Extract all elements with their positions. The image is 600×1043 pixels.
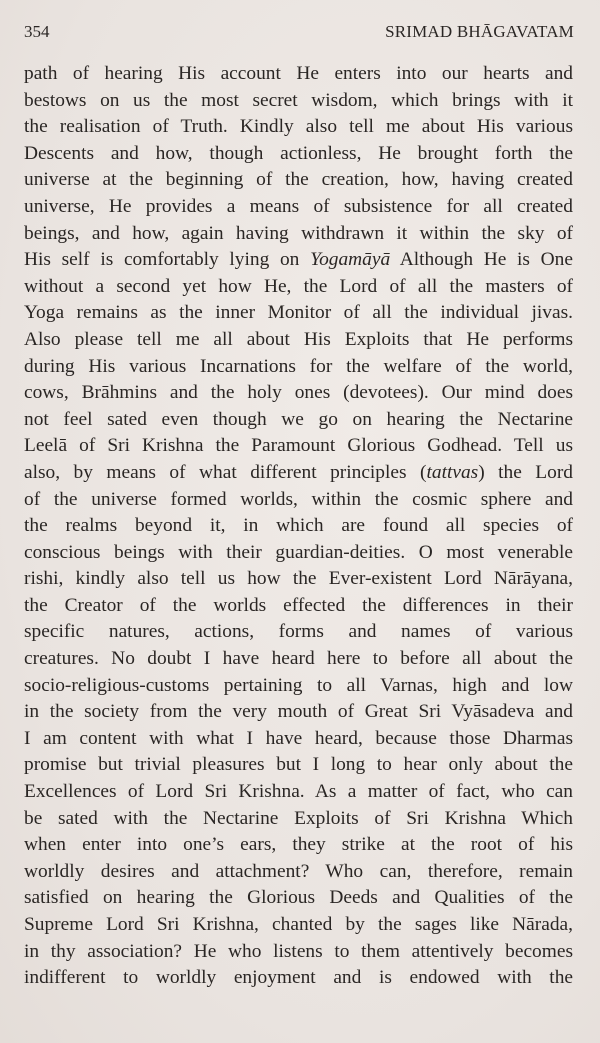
text-line (24, 566, 573, 593)
text-segment: universe, He provides a means of subsistence for all created (24, 195, 573, 217)
book-title: SRIMAD BHĀGAVATAM (385, 22, 574, 41)
text-line (24, 540, 573, 567)
text-segment: Supreme Lord Sri Krishna, chanted by the sages like Nārada, (24, 914, 573, 935)
text-line (24, 354, 573, 381)
text-segment: His self is comfortably lying on (24, 249, 311, 271)
text-segment: rishi, kindly also tell us how the Ever-existent Lord Nārāyana, (24, 568, 573, 590)
text-segment: socio-religious-customs pertaining to all Varnas, high and low (24, 674, 573, 696)
text-segment: beings, and how, again having withdrawn it within the sky of (24, 222, 573, 244)
text-line (24, 859, 573, 886)
text-line (24, 752, 573, 779)
text-line (24, 646, 573, 673)
text-line (24, 380, 573, 407)
text-line (24, 327, 573, 354)
text-segment: promise but trivial pleasures but I long to hear only about the (24, 754, 573, 776)
text-line (24, 912, 573, 939)
text-segment: satisfied on hearing the Glorious Deeds and Qualities of the (24, 887, 573, 909)
text-line (24, 167, 573, 194)
text-segment: conscious beings with their guardian-deities. O most venerable (24, 541, 573, 563)
text-segment: during His various Incarnations for the welfare of the world, (24, 355, 573, 377)
text-line (24, 194, 573, 221)
text-line (24, 513, 573, 540)
text-segment: Although He is One (390, 249, 573, 271)
text-line (24, 300, 573, 327)
text-line (24, 939, 573, 966)
text-segment: cows, Brāhmins and the holy ones (devotees). Our mind does (24, 382, 573, 404)
text-segment: path of hearing His account He enters into our hearts and (24, 63, 573, 84)
text-segment: the realisation of Truth. Kindly also tell me about His various (24, 116, 573, 138)
text-line (24, 832, 573, 859)
text-line (24, 88, 573, 115)
text-line (24, 806, 573, 833)
text-segment: when enter into one’s ears, they strike at the root of his (24, 834, 573, 856)
body-text (24, 61, 573, 992)
text-line (24, 673, 573, 700)
text-line (24, 61, 573, 88)
text-line (24, 407, 573, 434)
text-line (24, 619, 573, 646)
text-line (24, 247, 573, 274)
italic-term: tattvas (426, 461, 479, 483)
text-segment: universe at the beginning of the creation, how, having created (24, 169, 573, 191)
text-line (24, 593, 573, 620)
text-segment: in the society from the very mouth of Great Sri Vyāsadeva and (24, 701, 573, 723)
text-line (24, 433, 573, 460)
text-line (24, 114, 573, 141)
text-line (24, 141, 573, 168)
text-segment: Also please tell me all about His Exploits that He performs (24, 328, 573, 350)
text-segment: without a second yet how He, the Lord of all the masters of (24, 275, 573, 297)
text-line (24, 699, 573, 726)
text-segment: indifferent to worldly enjoyment and is endowed with the (24, 967, 573, 989)
text-line (24, 885, 573, 912)
text-segment: Leelā of Sri Krishna the Paramount Glorious Godhead. Tell us (24, 435, 573, 457)
text-segment: worldly desires and attachment? Who can, therefore, remain (24, 860, 573, 882)
page-number: 354 (24, 22, 50, 41)
text-segment: the realms beyond it, in which are found all species of (24, 515, 573, 537)
running-head (24, 22, 574, 44)
text-segment: the Creator of the worlds effected the differences in their (24, 594, 573, 616)
text-line (24, 779, 573, 806)
text-line (24, 726, 573, 753)
italic-term: Yogamāyā (310, 249, 391, 271)
text-segment: Descents and how, though actionless, He brought forth the (24, 142, 573, 164)
text-line (24, 965, 573, 992)
text-segment: of the universe formed worlds, within the cosmic sphere and (24, 488, 573, 510)
text-segment: not feel sated even though we go on hearing the Nectarine (24, 408, 573, 430)
text-line (24, 460, 573, 487)
text-segment: bestows on us the most secret wisdom, which brings with it (24, 89, 573, 111)
text-segment: Yoga remains as the inner Monitor of all the individual jivas. (24, 302, 573, 324)
text-segment: Excellences of Lord Sri Krishna. As a matter of fact, who can (24, 781, 573, 803)
text-segment: ) the Lord (478, 461, 573, 483)
text-segment: in thy association? He who listens to them attentively becomes (24, 940, 573, 962)
text-line (24, 274, 573, 301)
text-line (24, 221, 573, 248)
text-segment: creatures. No doubt I have heard here to before all about the (24, 648, 573, 670)
text-segment: I am content with what I have heard, because those Dharmas (24, 727, 573, 749)
text-segment: specific natures, actions, forms and names of various (24, 621, 573, 643)
text-segment: also, by means of what different principles ( (24, 461, 427, 483)
text-line (24, 487, 573, 514)
text-segment: be sated with the Nectarine Exploits of Sri Krishna Which (24, 807, 573, 829)
